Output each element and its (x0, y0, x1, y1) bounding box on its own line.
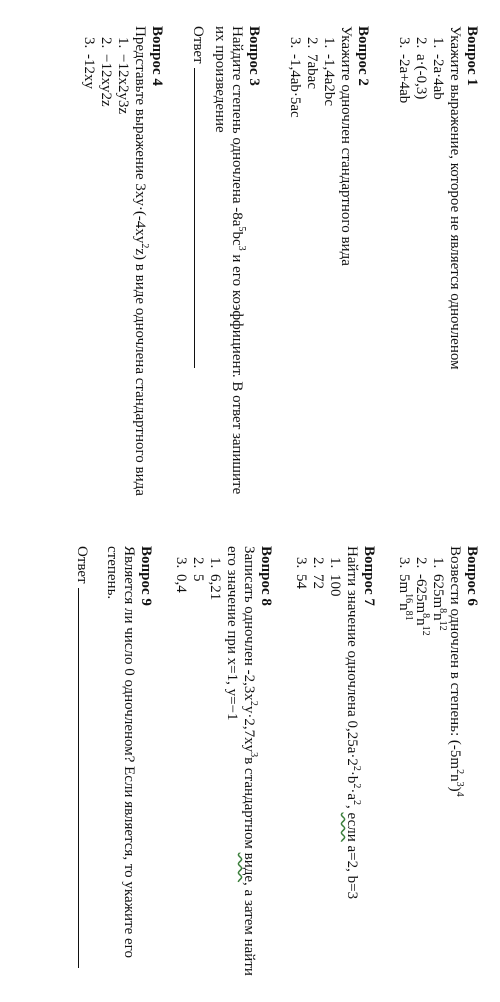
answer-field[interactable] (194, 68, 207, 368)
opt-sup-2: 81 (403, 610, 414, 621)
answer-field[interactable] (78, 588, 91, 968)
question-2-option: 1. -1,4a2bc (320, 52, 337, 496)
question-8 (172, 546, 274, 996)
question-3-text (211, 26, 245, 496)
question-1-title: Вопрос 1 (464, 26, 480, 86)
question-7-title: Вопрос 7 (361, 546, 377, 606)
question-1-option: 1. -2a·4ab (429, 52, 446, 496)
q7-sup-b: 2 (351, 783, 362, 789)
q6-text-a: Возвести одночлен в степень: (-5m (447, 546, 463, 770)
question-8-option: 2. 5 (189, 572, 206, 996)
q6-sup-b: 3 (454, 781, 465, 787)
question-4-option: 1. −12x2y3z (114, 52, 131, 496)
q7-wavy-word: если (344, 812, 360, 842)
right-column (73, 546, 480, 996)
answer-label: Ответ (74, 546, 90, 584)
q7-text-c: ·a (344, 788, 360, 801)
q3-text-a: Найдите степень одночлена -8a (229, 26, 245, 227)
q7-text-b: ·b (344, 770, 360, 784)
question-4-options (80, 26, 131, 496)
question-8-options (172, 546, 223, 996)
question-7-option: 3. 54 (292, 572, 309, 996)
question-3-title: Вопрос 3 (246, 26, 262, 86)
opt-sup-2: 12 (420, 625, 431, 636)
question-2-text: Укажите одночлен стандартного вида (338, 26, 354, 266)
q8-text-c: в стандартном (241, 757, 257, 853)
question-6-options (395, 546, 446, 996)
question-8-text (223, 546, 257, 996)
opt-base: -625m (413, 574, 429, 614)
q8-wavy-word: виде (241, 852, 257, 883)
question-2-option: 3. -1,4ab·5ac (286, 52, 303, 496)
question-7-option: 2. 72 (309, 572, 326, 996)
q4-text-b: z) в виде одночлена стандартного вида (132, 248, 148, 496)
q3-sup-b: 3 (236, 245, 247, 251)
opt-base: 625m (430, 574, 446, 609)
question-8-title: Вопрос 8 (258, 546, 274, 606)
question-1-option: 2. a·(-0,3) (412, 52, 429, 496)
q4-sup-a: 2 (139, 243, 150, 249)
q6-sup-a: 2 (454, 769, 465, 775)
question-6-option (395, 572, 412, 996)
opt-sup-1: 8 (437, 608, 448, 614)
question-8-option: 1. 6,21 (206, 572, 223, 996)
q8-text-a: Записать одночлен -2,3x (241, 546, 257, 701)
question-7 (292, 546, 377, 996)
q3-sup-a: 5 (236, 226, 247, 232)
question-7-options (292, 546, 343, 996)
opt-mid: n (396, 603, 412, 611)
q8-sup-b: 3 (248, 752, 259, 758)
question-8-option: 3. 0,4 (172, 572, 189, 996)
q6-text-b: n (447, 774, 463, 782)
opt-sup-2: 12 (437, 620, 448, 631)
opt-sup-1: 8 (420, 613, 431, 619)
q8-sup-a: 2 (248, 700, 259, 706)
q6-sup-c: 4 (454, 791, 465, 797)
question-9-title: Вопрос 9 (138, 546, 154, 606)
q7-text-a: Найти значение одночлена 0,25a·2 (344, 546, 360, 766)
answer-label: Ответ (190, 26, 206, 64)
question-2 (286, 26, 371, 496)
question-1-options (395, 26, 446, 496)
question-6-option (429, 572, 446, 996)
question-4-text (131, 26, 148, 496)
question-9-answer (73, 546, 91, 996)
opt-mid: n (413, 618, 429, 626)
opt-sup-1: 16 (403, 593, 414, 604)
question-4-title: Вопрос 4 (149, 26, 165, 86)
question-7-option: 1. 100 (326, 572, 343, 996)
question-9 (73, 546, 154, 996)
question-4-option: 2. −12xy2z (97, 52, 114, 496)
q3-text-b: bc (229, 231, 245, 246)
opt-mid: n (430, 613, 446, 621)
question-3-answer (189, 26, 207, 496)
left-column (80, 26, 480, 496)
question-2-option: 2. 7abac (303, 52, 320, 496)
q3-text-c: и его коэффициент. В ответ запишите их произведение (212, 26, 245, 495)
question-6-title: Вопрос 6 (464, 546, 480, 606)
q7-text-e: a=2, b=3 (344, 841, 360, 900)
q7-sup-c: 2 (351, 800, 362, 806)
opt-base: 5m (396, 574, 412, 594)
question-9-text: Является ли число 0 одночленом? Если является, то укажите его степень. (104, 546, 137, 958)
q6-text-c: ) (447, 786, 463, 792)
question-7-text (343, 546, 360, 996)
question-6-text (446, 546, 463, 996)
question-4-option: 3. -12xy (80, 52, 97, 496)
question-1 (395, 26, 480, 496)
q7-sup-a: 2 (351, 765, 362, 771)
q7-text-d: , (344, 805, 360, 813)
q4-text-a: Представьте выражение 3xy·(-4xy (132, 26, 148, 244)
question-1-text: Укажите выражение, которое не является одночленом (447, 26, 463, 370)
q8-text-b: y·2,7xy (241, 705, 257, 753)
question-4 (80, 26, 165, 496)
question-1-option: 3. -2a+4ab (395, 52, 412, 496)
q8-text-d: , а затем найти его значение при x=1, y=−1 (224, 546, 257, 976)
question-2-title: Вопрос 2 (355, 26, 371, 86)
question-6-option (412, 572, 429, 996)
question-2-options (286, 26, 337, 496)
question-3 (189, 26, 262, 496)
question-6 (395, 546, 480, 996)
